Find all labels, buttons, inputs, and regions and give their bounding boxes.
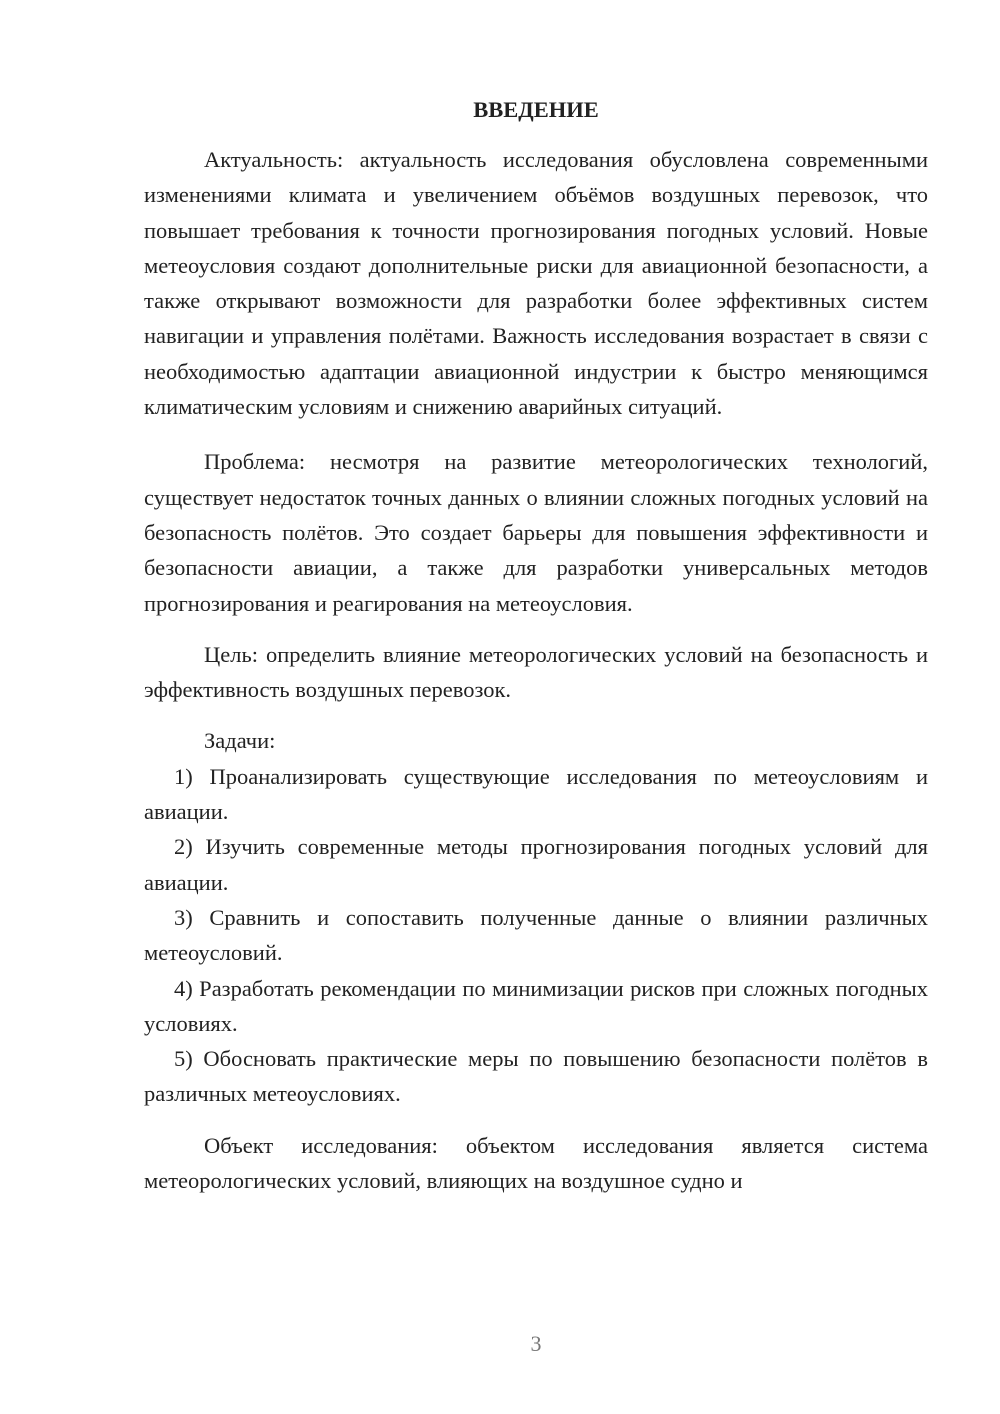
tasks-list (144, 759, 928, 1112)
task-item-5: 5) Обосновать практические меры по повышению безопасности полётов в различных метеоусловиях. (144, 1046, 928, 1107)
section-title: ВВЕДЕНИЕ (473, 97, 599, 122)
task-item-4: 4) Разработать рекомендации по минимизации рисков при сложных погодных условиях. (144, 975, 928, 1036)
problem-paragraph: Проблема: несмотря на развитие метеорологических технологий, существует недостаток точных данных о влиянии сложных погодных условий на безопасность полётов. Это создает барьеры для повышения эффективности и безопасности авиации, а также для разработки универсальных методов прогнозирования и реагирования на метеоусловия. (144, 449, 928, 616)
task-item-3: 3) Сравнить и сопоставить полученные данные о влиянии различных метеоусловий. (144, 904, 928, 966)
object-paragraph: Объект исследования: объектом исследования является система метеорологических условий, влияющих на воздушное судно и (144, 1132, 928, 1194)
relevance-paragraph: Актуальность: актуальность исследования обусловлена современными изменениями климата и увеличением объёмов воздушных перевозок, что повышает требования к точности прогнозирования погодных условий. Новые метеоусловия создают дополнительные риски для авиационной безопасности, а также открывают возможности для разработки более эффективных систем навигации и управления полётами. Важность исследования возрастает в связи с необходимостью адаптации авиационной индустрии к быстро меняющимся климатическим условиям и снижению аварийных ситуаций. (144, 147, 928, 420)
page-number: 3 (530, 1331, 542, 1356)
task-item-1: 1) Проанализировать существующие исследования по метеоусловиям и авиации. (144, 763, 928, 825)
tasks-heading: Задачи: (204, 728, 276, 754)
goal-paragraph: Цель: определить влияние метеорологических условий на безопасность и эффективность воздушных перевозок. (144, 641, 928, 703)
task-item-2: 2) Изучить современные методы прогнозирования погодных условий для авиации. (144, 834, 928, 895)
page-content (144, 92, 928, 1198)
